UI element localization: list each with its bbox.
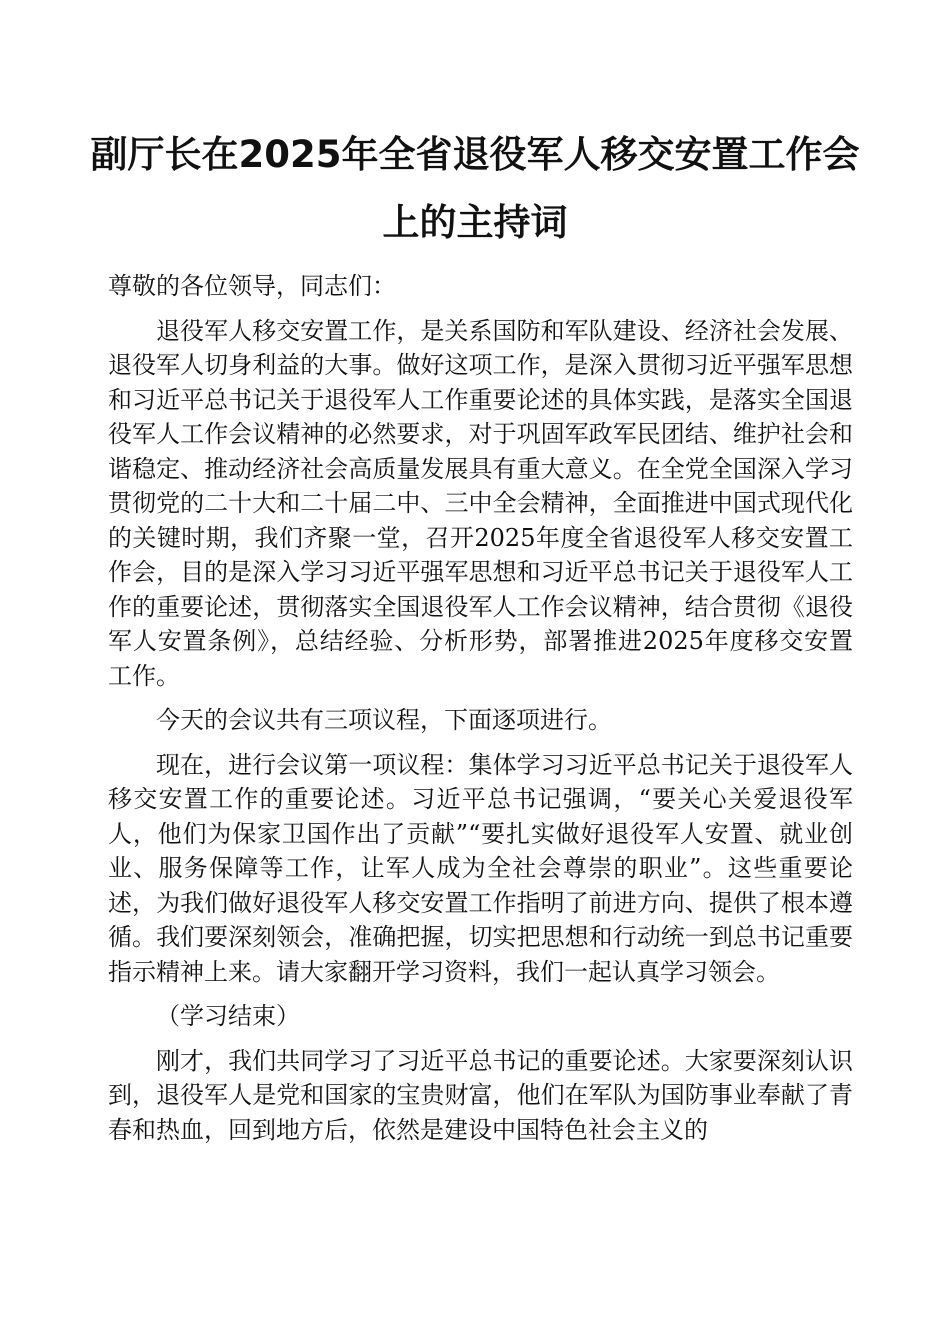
paragraph-study-end: （学习结束） <box>156 1002 300 1030</box>
paragraph-3: 现在，进行会议第一项议程：集体学习习近平总书记关于退役军人移交安置工作的重要论述。习近平总书记强调，“要关心关爱退役军人，他们为保家卫国作出了贡献”“要扎实做好退役军人安置、就业创业、服务保障等工作，让军人成为全社会尊崇的职业”。这些重要论述，为我们做好退役军人移交安置工作指明了前进方向、提供了根本遵循。我们要深刻领会，准确把握，切实把思想和行动统一到总书记重要指示精神上来。请大家翻开学习资料，我们一起认真学习领会。 <box>108 750 853 986</box>
document-title-line-1: 副厅长在2025年全省退役军人移交安置工作会 <box>90 133 860 176</box>
paragraph-4: 刚才，我们共同学习了习近平总书记的重要论述。大家要深刻认识到，退役军人是党和国家的宝贵财富，他们在军队为国防事业奉献了青春和热血，回到地方后，依然是建设中国特色社会主义的 <box>108 1046 853 1144</box>
paragraph-1: 退役军人移交安置工作，是关系国防和军队建设、经济社会发展、退役军人切身利益的大事。做好这项工作，是深入贯彻习近平强军思想和习近平总书记关于退役军人工作重要论述的具体实践，是落实全国退役军人工作会议精神的必然要求，对于巩固军政军民团结、维护社会和谐稳定、推动经济社会高质量发展具有重大意义。在全党全国深入学习贯彻党的二十大和二十届二中、三中全会精神，全面推进中国式现代化的关键时期，我们齐聚一堂，召开2025年度全省退役军人移交安置工作会，目的是深入学习习近平强军思想和习近平总书记关于退役军人工作的重要论述，贯彻落实全国退役军人工作会议精神，结合贯彻《退役军人安置条例》，总结经验、分析形势，部署推进2025年度移交安置工作。 <box>108 316 853 690</box>
document-title-line-2: 上的主持词 <box>382 201 568 244</box>
paragraph-2: 今天的会议共有三项议程，下面逐项进行。 <box>156 706 612 734</box>
document-body <box>108 269 853 1157</box>
salutation: 尊敬的各位领导，同志们： <box>108 272 396 300</box>
